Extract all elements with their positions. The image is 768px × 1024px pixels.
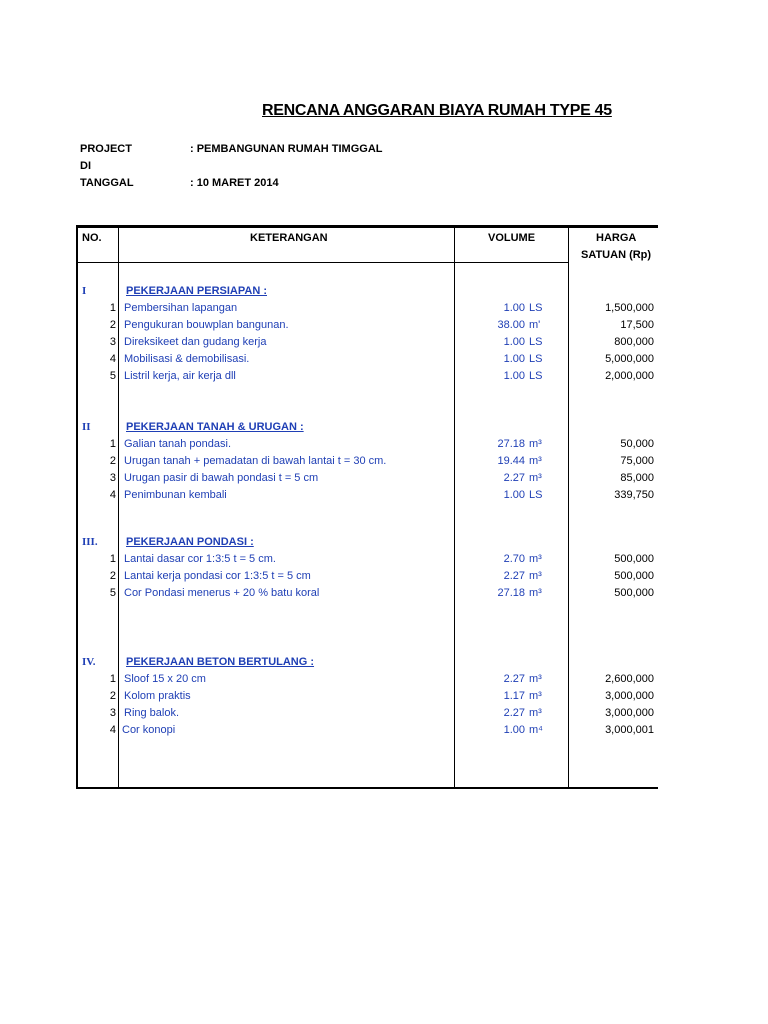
- item-volume: 1.00: [503, 724, 525, 736]
- item-description: Ring balok.: [124, 707, 180, 719]
- item-unit: m⁴: [529, 724, 543, 736]
- item-volume: 1.00: [503, 370, 525, 382]
- item-price: 3,000,000: [605, 690, 654, 702]
- item-price: 339,750: [614, 489, 654, 501]
- section-roman: I: [82, 285, 87, 297]
- item-description: Cor Pondasi menerus + 20 % batu koral: [124, 587, 320, 599]
- item-number: 2: [109, 319, 116, 331]
- budget-table: [76, 225, 658, 789]
- item-description: Lantai dasar cor 1:3:5 t = 5 cm.: [124, 553, 276, 565]
- item-price: 3,000,000: [605, 707, 654, 719]
- item-price: 17,500: [620, 319, 654, 331]
- item-number: 2: [109, 690, 116, 702]
- item-number: 5: [109, 587, 116, 599]
- header-no: NO.: [82, 232, 102, 244]
- item-unit: m³: [529, 587, 542, 599]
- header-satuan: SATUAN (Rp): [581, 249, 652, 261]
- item-unit: m³: [529, 553, 542, 565]
- item-price: 800,000: [614, 336, 654, 348]
- item-description: Pembersihan lapangan: [124, 302, 238, 314]
- item-description: Urugan tanah + pemadatan di bawah lantai t = 30 cm.: [124, 455, 387, 467]
- item-price: 75,000: [620, 455, 654, 467]
- item-unit: LS: [529, 336, 543, 348]
- project-value: : PEMBANGUNAN RUMAH TIMGGAL: [190, 143, 383, 155]
- item-volume: 2.27: [503, 707, 525, 719]
- page-title: RENCANA ANGGARAN BIAYA RUMAH TYPE 45: [262, 102, 612, 119]
- item-unit: m³: [529, 690, 542, 702]
- item-unit: m³: [529, 438, 542, 450]
- item-description: Sloof 15 x 20 cm: [124, 673, 206, 685]
- item-unit: LS: [529, 370, 543, 382]
- item-unit: m³: [529, 472, 542, 484]
- item-volume: 1.00: [503, 489, 525, 501]
- item-volume: 2.27: [503, 673, 525, 685]
- item-number: 1: [109, 302, 116, 314]
- item-volume: 1.00: [503, 336, 525, 348]
- item-volume: 1.00: [503, 353, 525, 365]
- item-number: 2: [109, 570, 116, 582]
- item-description: Penimbunan kembali: [124, 489, 227, 501]
- section-title: PEKERJAAN PERSIAPAN :: [126, 285, 267, 297]
- item-number: 3: [109, 472, 116, 484]
- item-unit: m³: [529, 707, 542, 719]
- section-title: PEKERJAAN BETON BERTULANG :: [126, 656, 315, 668]
- item-volume: 19.44: [497, 455, 525, 467]
- item-price: 1,500,000: [605, 302, 654, 314]
- section-title: PEKERJAAN TANAH & URUGAN :: [126, 421, 304, 433]
- item-price: 2,600,000: [605, 673, 654, 685]
- col-divider-keterangan: [454, 228, 455, 787]
- item-unit: LS: [529, 353, 543, 365]
- tanggal-label: TANGGAL: [80, 177, 134, 189]
- item-price: 2,000,000: [605, 370, 654, 382]
- item-description: Kolom praktis: [124, 690, 191, 702]
- header-divider: [78, 262, 568, 263]
- item-number: 4: [109, 724, 116, 736]
- item-number: 2: [109, 455, 116, 467]
- item-number: 4: [109, 489, 116, 501]
- item-number: 5: [109, 370, 116, 382]
- item-price: 3,000,001: [605, 724, 654, 736]
- section-roman: IV.: [82, 656, 96, 668]
- project-label: PROJECT: [80, 143, 132, 155]
- item-description: Galian tanah pondasi.: [124, 438, 232, 450]
- item-number: 1: [109, 438, 116, 450]
- item-unit: m³: [529, 455, 542, 467]
- item-volume: 38.00: [497, 319, 525, 331]
- item-description: Urugan pasir di bawah pondasi t = 5 cm: [124, 472, 319, 484]
- tanggal-value: : 10 MARET 2014: [190, 177, 279, 189]
- item-volume: 27.18: [497, 587, 525, 599]
- item-unit: LS: [529, 302, 543, 314]
- section-title: PEKERJAAN PONDASI :: [126, 536, 254, 548]
- item-description: Direksikeet dan gudang kerja: [124, 336, 267, 348]
- item-number: 1: [109, 553, 116, 565]
- item-unit: m³: [529, 673, 542, 685]
- header-volume: VOLUME: [488, 232, 536, 244]
- item-unit: LS: [529, 489, 543, 501]
- item-description: Mobilisasi & demobilisasi.: [124, 353, 250, 365]
- item-number: 3: [109, 336, 116, 348]
- item-price: 500,000: [614, 587, 654, 599]
- item-volume: 2.27: [503, 472, 525, 484]
- item-volume: 1.00: [503, 302, 525, 314]
- col-divider-no: [118, 228, 119, 787]
- item-volume: 2.27: [503, 570, 525, 582]
- item-number: 1: [109, 673, 116, 685]
- item-volume: 1.17: [503, 690, 525, 702]
- item-volume: 27.18: [497, 438, 525, 450]
- item-volume: 2.70: [503, 553, 525, 565]
- item-price: 500,000: [614, 570, 654, 582]
- section-roman: III.: [82, 536, 98, 548]
- di-label: DI: [80, 160, 91, 172]
- item-price: 50,000: [620, 438, 654, 450]
- section-roman: II: [82, 421, 91, 433]
- item-price: 500,000: [614, 553, 654, 565]
- item-price: 85,000: [620, 472, 654, 484]
- header-harga: HARGA: [596, 232, 637, 244]
- item-price: 5,000,000: [605, 353, 654, 365]
- header-keterangan: KETERANGAN: [250, 232, 328, 244]
- item-number: 3: [109, 707, 116, 719]
- item-description: Pengukuran bouwplan bangunan.: [124, 319, 289, 331]
- item-description: Lantai kerja pondasi cor 1:3:5 t = 5 cm: [124, 570, 311, 582]
- item-description: Listril kerja, air kerja dll: [124, 370, 236, 382]
- item-description: Cor konopi: [122, 724, 176, 736]
- item-unit: m³: [529, 570, 542, 582]
- item-number: 4: [109, 353, 116, 365]
- item-unit: m': [529, 319, 541, 331]
